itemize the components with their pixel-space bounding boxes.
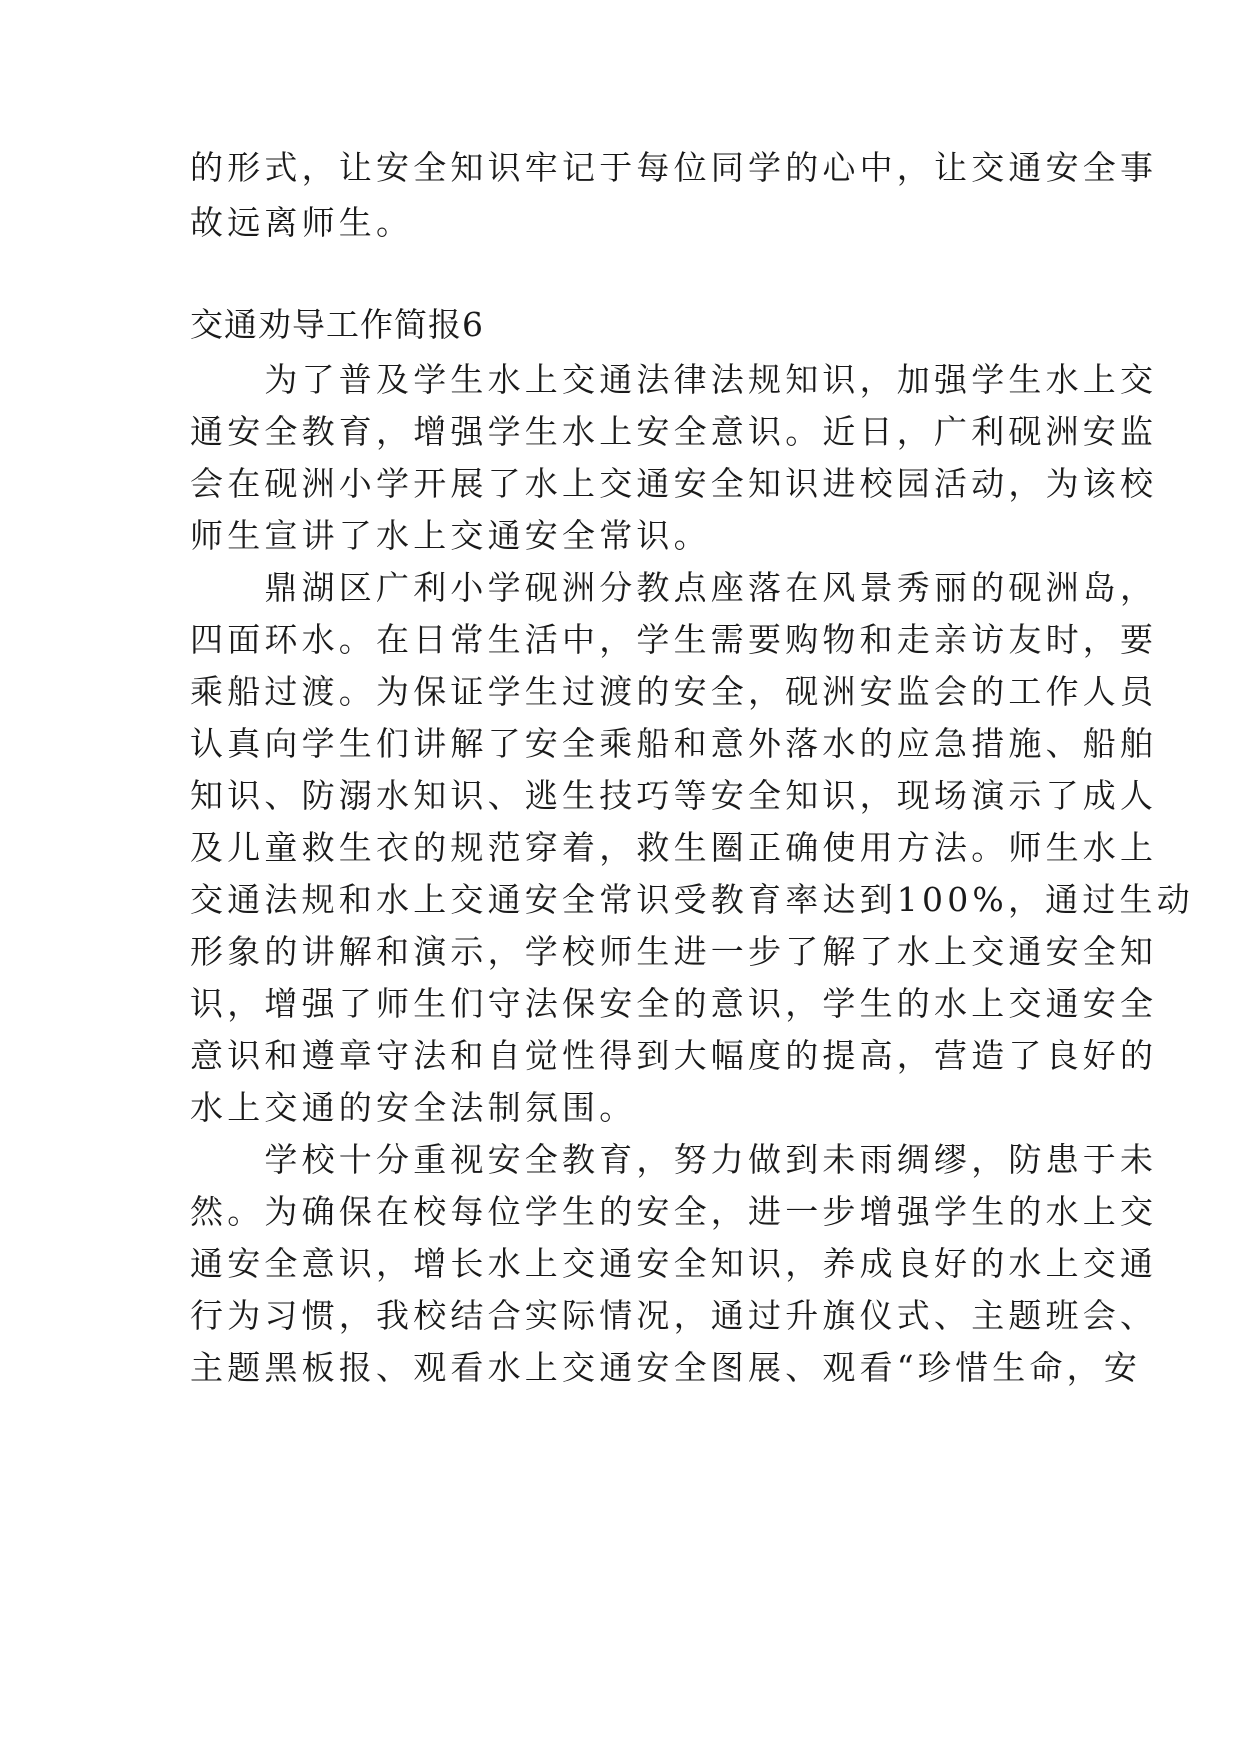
section-title: 交通劝导工作简报6 bbox=[190, 305, 484, 344]
text-line: 通安全教育，增强学生水上安全意识。近日，广利砚洲安监 bbox=[190, 412, 1158, 451]
text-line: 水上交通的安全法制氛围。 bbox=[190, 1088, 637, 1127]
text-line: 主题黑板报、观看水上交通安全图展、观看“珍惜生命，安 bbox=[190, 1348, 1142, 1387]
text-line: 为了普及学生水上交通法律法规知识，加强学生水上交 bbox=[190, 360, 1158, 399]
text-line: 学校十分重视安全教育，努力做到未雨绸缪，防患于未 bbox=[190, 1140, 1158, 1179]
text-line: 四面环水。在日常生活中，学生需要购物和走亲访友时，要 bbox=[190, 620, 1158, 659]
text-line: 行为习惯，我校结合实际情况，通过升旗仪式、主题班会、 bbox=[190, 1296, 1158, 1335]
text-line: 识，增强了师生们守法保安全的意识，学生的水上交通安全 bbox=[190, 984, 1158, 1023]
text-line: 知识、防溺水知识、逃生技巧等安全知识，现场演示了成人 bbox=[190, 776, 1158, 815]
text-line: 及儿童救生衣的规范穿着，救生圈正确使用方法。师生水上 bbox=[190, 828, 1158, 867]
text-line: 故远离师生。 bbox=[190, 203, 414, 242]
text-line: 会在砚洲小学开展了水上交通安全知识进校园活动，为该校 bbox=[190, 464, 1158, 503]
text-line: 通安全意识，增长水上交通安全知识，养成良好的水上交通 bbox=[190, 1244, 1158, 1283]
text-line: 的形式，让安全知识牢记于每位同学的心中，让交通安全事 bbox=[190, 148, 1158, 187]
text-line: 鼎湖区广利小学砚洲分教点座落在风景秀丽的砚洲岛， bbox=[190, 568, 1158, 607]
text-line: 意识和遵章守法和自觉性得到大幅度的提高，营造了良好的 bbox=[190, 1036, 1158, 1075]
text-line: 形象的讲解和演示，学校师生进一步了解了水上交通安全知 bbox=[190, 932, 1158, 971]
text-line: 交通法规和水上交通安全常识受教育率达到100%，通过生动 bbox=[190, 880, 1194, 919]
text-line: 乘船过渡。为保证学生过渡的安全，砚洲安监会的工作人员 bbox=[190, 672, 1158, 711]
text-line: 师生宣讲了水上交通安全常识。 bbox=[190, 516, 711, 555]
text-line: 认真向学生们讲解了安全乘船和意外落水的应急措施、船舶 bbox=[190, 724, 1158, 763]
text-line: 然。为确保在校每位学生的安全，进一步增强学生的水上交 bbox=[190, 1192, 1158, 1231]
